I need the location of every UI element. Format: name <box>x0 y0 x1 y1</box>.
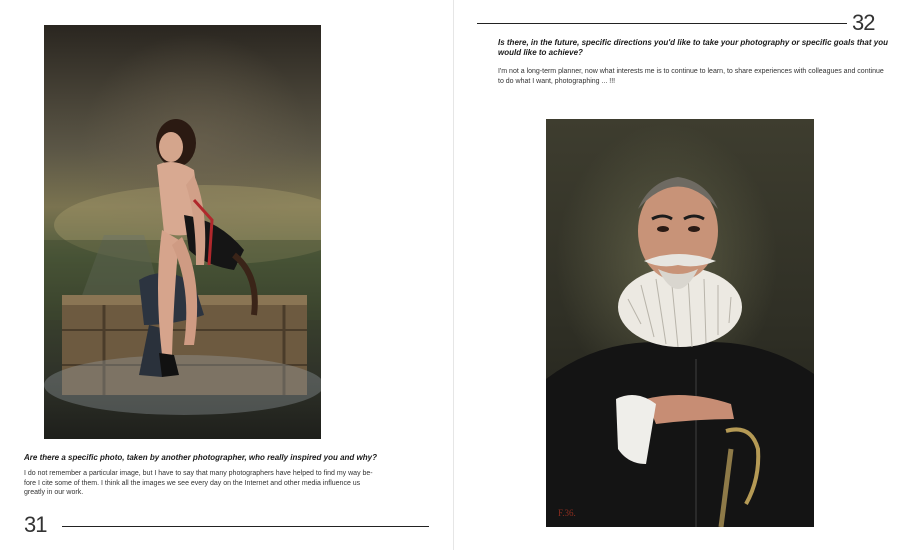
right-page <box>454 0 907 550</box>
interview-question: Is there, in the future, specific directions you'd like to take your photography or specific goals that you would like to achieve? <box>498 38 888 57</box>
pinup-photo-illustration <box>44 25 321 439</box>
interview-question: Are there a specific photo, taken by another photographer, who really inspired you and why? <box>24 453 377 462</box>
page-number: 32 <box>852 10 875 35</box>
page-number: 31 <box>24 512 47 537</box>
portrait-photo <box>546 119 814 527</box>
page-rule <box>62 526 429 527</box>
answer-line: I do not remember a particular image, but I have to say that many photographers have helped to find my way be- <box>24 470 373 477</box>
photo-signature: F.36. <box>558 508 576 518</box>
pinup-photo <box>44 25 321 439</box>
page-rule <box>477 23 847 24</box>
portrait-photo-illustration <box>546 119 814 527</box>
interview-answer <box>24 469 444 498</box>
interview-answer: I'm not a long-term planner, now what interests me is to continue to learn, to share experiences with colleagues and continue to do what I want, photographing ... !!! <box>498 68 884 85</box>
answer-line: fore I cite some of them. I think all the images we see every day on the Internet and other media influence us <box>24 479 361 487</box>
answer-line: greatly in our work. <box>24 489 84 496</box>
